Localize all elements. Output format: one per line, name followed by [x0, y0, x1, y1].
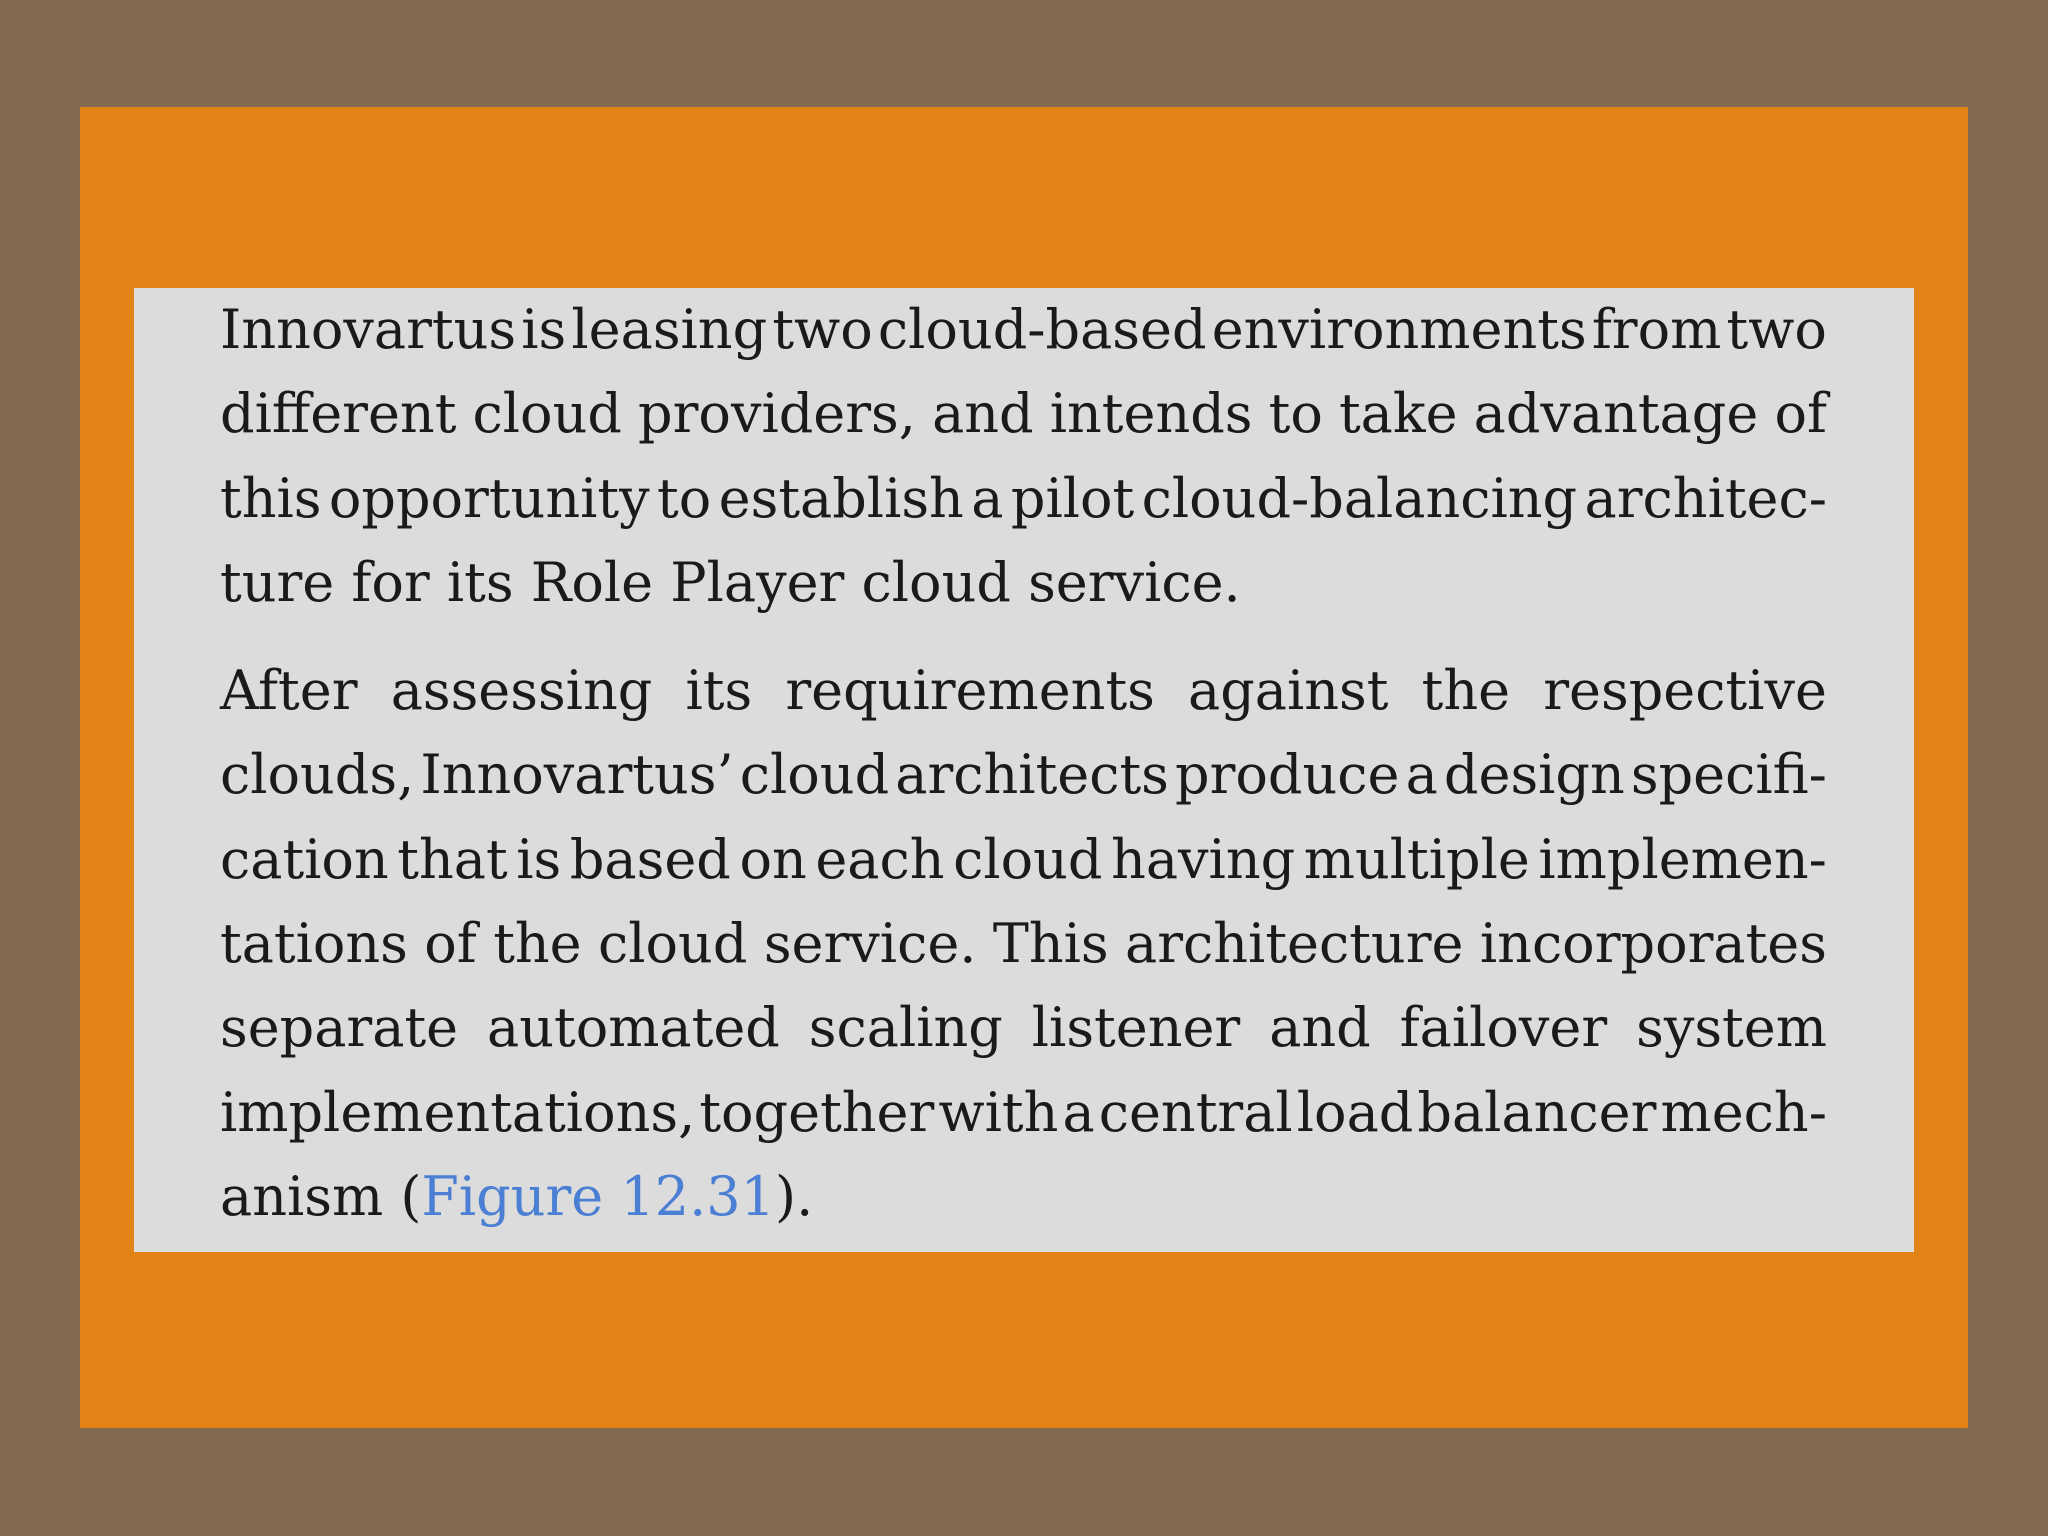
word: the — [493, 912, 582, 976]
word: the — [1421, 659, 1511, 723]
word: its — [685, 659, 753, 723]
paragraph-2-last-line — [220, 1155, 1827, 1239]
word: two — [772, 298, 873, 361]
paragraph-1 — [220, 288, 1827, 625]
paragraph-gap — [220, 625, 1827, 649]
word: cloud — [472, 382, 622, 446]
word: different — [220, 382, 457, 446]
word: architecture — [1125, 912, 1464, 976]
word: design — [1443, 743, 1625, 807]
word: specifi- — [1630, 743, 1827, 807]
word: cation — [220, 827, 389, 891]
word: of — [424, 912, 477, 976]
text-line — [220, 1071, 1827, 1155]
text-line — [220, 649, 1827, 733]
text-line — [220, 288, 1827, 372]
word: mech- — [1660, 1080, 1827, 1144]
word: architec- — [1584, 466, 1827, 530]
word: respective — [1543, 659, 1827, 723]
word: assessing — [390, 659, 653, 723]
figure-link[interactable]: Figure 12.31 — [421, 1164, 776, 1228]
word: cloud — [739, 743, 890, 807]
last-line-prefix: anism ( — [220, 1164, 422, 1228]
word: opportunity — [328, 466, 650, 530]
word: requirements — [785, 659, 1155, 723]
word: produce — [1175, 743, 1400, 807]
word: multiple — [1303, 827, 1530, 891]
word: implementations, — [220, 1080, 696, 1144]
word: architects — [895, 743, 1169, 807]
word: this — [220, 466, 322, 530]
word: separate — [220, 996, 459, 1060]
word: listener — [1031, 996, 1241, 1060]
text-line — [220, 541, 1827, 625]
word: pilot — [1010, 466, 1135, 530]
word: based — [569, 827, 731, 891]
word: providers, — [638, 382, 916, 446]
word: of — [1774, 382, 1827, 446]
word: system — [1636, 996, 1827, 1060]
word: failover — [1399, 996, 1608, 1060]
paragraph-2 — [220, 649, 1827, 1155]
word: environments — [1211, 298, 1587, 361]
word: scaling — [808, 996, 1003, 1060]
word: a — [971, 466, 1004, 530]
word: implemen- — [1538, 827, 1827, 891]
word: tations — [220, 912, 408, 976]
word: central — [1098, 1080, 1293, 1144]
word: from — [1591, 298, 1722, 361]
text-line — [220, 457, 1827, 541]
word: to — [657, 466, 712, 530]
word: automated — [487, 996, 780, 1060]
text-line — [220, 986, 1827, 1070]
word: and — [1269, 996, 1371, 1060]
word: cloud-based — [877, 298, 1207, 361]
word: ture for its Role Player cloud service. — [220, 550, 1241, 614]
word: Innovartus — [220, 298, 517, 361]
word: clouds, — [220, 743, 415, 807]
text-line — [220, 818, 1827, 902]
word: load — [1296, 1080, 1414, 1144]
word: advantage — [1473, 382, 1759, 446]
text-line — [220, 902, 1827, 986]
word: that — [397, 827, 508, 891]
text-line — [220, 372, 1827, 456]
word: service. — [763, 912, 977, 976]
text-line — [220, 733, 1827, 817]
word: to — [1268, 382, 1323, 446]
word: together — [699, 1080, 935, 1144]
word: leasing — [571, 298, 768, 361]
word: is — [521, 298, 567, 361]
word: and — [932, 382, 1034, 446]
last-line-suffix: ). — [775, 1164, 814, 1228]
word: a — [1405, 743, 1438, 807]
word: is — [516, 827, 562, 891]
word: intends — [1049, 382, 1253, 446]
word: balancer — [1417, 1080, 1657, 1144]
word: a — [1062, 1080, 1095, 1144]
word: two — [1726, 298, 1827, 361]
word: This — [992, 912, 1109, 976]
word: on — [739, 827, 807, 891]
word: against — [1188, 659, 1389, 723]
word: each — [815, 827, 945, 891]
word: establish — [718, 466, 964, 530]
text-panel — [134, 288, 1914, 1252]
word: cloud-balancing — [1141, 466, 1578, 530]
word: Innovartus’ — [420, 743, 734, 807]
word: with — [938, 1080, 1059, 1144]
word: take — [1338, 382, 1458, 446]
word: cloud — [953, 827, 1103, 891]
word: having — [1111, 827, 1296, 891]
word: cloud — [598, 912, 748, 976]
word: After — [220, 659, 358, 723]
word: incorporates — [1479, 912, 1827, 976]
